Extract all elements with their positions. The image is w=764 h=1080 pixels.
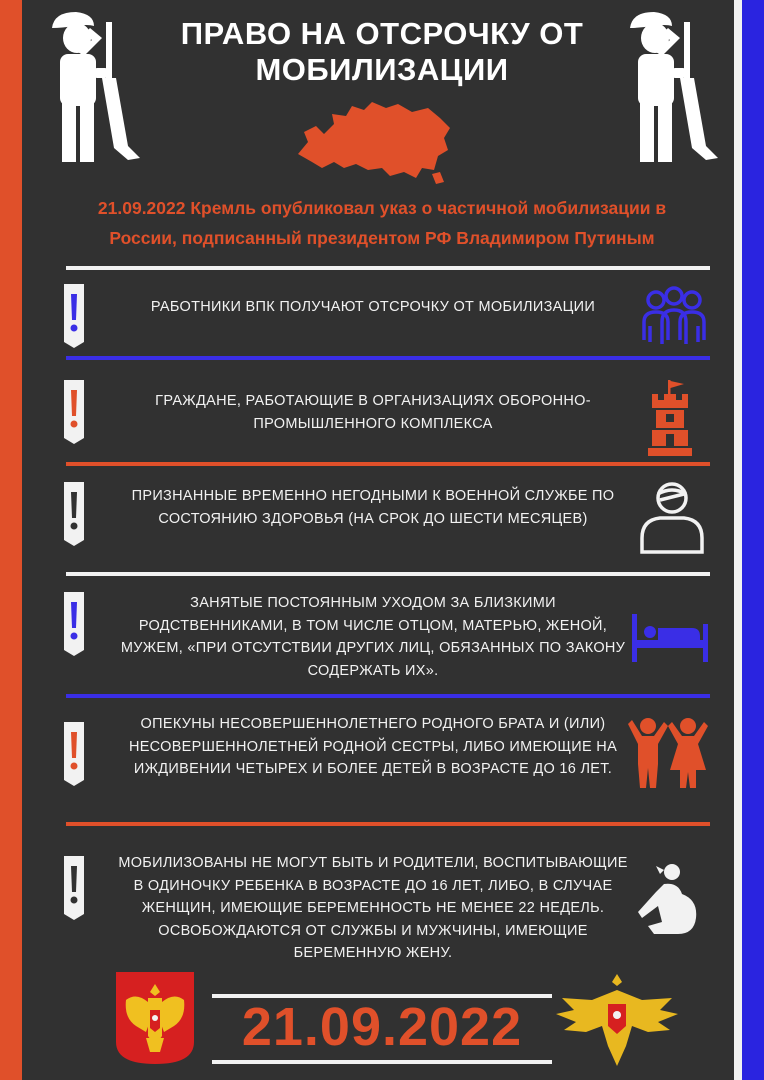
separator (66, 266, 710, 270)
left-orange-stripe (0, 0, 22, 1080)
footer-date: 21.09.2022 (241, 997, 523, 1057)
exclamation-marker-icon (62, 380, 86, 444)
deferment-item-text: ГРАЖДАНЕ, РАБОТАЮЩИЕ В ОРГАНИЗАЦИЯХ ОБОРОННО-ПРОМЫШЛЕННОГО КОМПЛЕКСА (155, 393, 591, 432)
exclamation-marker-icon (62, 856, 86, 920)
subtitle: 21.09.2022 Кремль опубликовал указ о частичной мобилизации в России, подписанный президентом РФ Владимиром Путиным (97, 198, 667, 248)
deferment-item-text: ОПЕКУНЫ НЕСОВЕРШЕННОЛЕТНЕГО РОДНОГО БРАТА И (ИЛИ) НЕСОВЕРШЕННОЛЕТНЕЙ РОДНОЙ СЕСТРЫ, ЛИБО ИМЕЮЩИЕ НА ИЖДИВЕНИИ ЧЕТЫРЕХ И БОЛЕЕ ДЕТЕЙ В ВОЗРАСТЕ ДО 16 ЛЕТ. (128, 716, 618, 777)
page-title: ПРАВО НА ОТСРОЧКУ ОТ МОБИЛИЗАЦИИ (180, 16, 584, 87)
deferment-item-text: МОБИЛИЗОВАНЫ НЕ МОГУТ БЫТЬ И РОДИТЕЛИ, ВОСПИТЫВАЮЩИЕ В ОДИНОЧКУ РЕБЕНКА В ВОЗРАСТЕ ДО 16 ЛЕТ, ЛИБО, В СЛУЧАЕ ЖЕНЩИН, ИМЕЮЩИЕ БЕРЕМЕННОСТЬ НЕ МЕНЕЕ 22 НЕДЕЛЬ. ОСВОБОЖДАЮТСЯ ОТ СЛУЖБЫ И МУЖЧИНЫ, ИМЕЮЩИЕ БЕРЕМЕННУЮ ЖЕНУ. (118, 855, 628, 961)
injured-person-icon (632, 476, 712, 556)
children-icon (626, 714, 712, 794)
armed-forces-emblem-icon (552, 970, 682, 1070)
exclamation-marker-icon (62, 482, 86, 546)
pregnant-woman-icon (634, 862, 714, 942)
deferment-item-text: РАБОТНИКИ ВПК ПОЛУЧАЮТ ОТСРОЧКУ ОТ МОБИЛИЗАЦИИ (150, 299, 596, 315)
fortress-tower-icon (630, 378, 710, 458)
separator (66, 462, 710, 466)
exclamation-marker-icon (62, 722, 86, 786)
deferment-item-text: ЗАНЯТЫЕ ПОСТОЯННЫМ УХОДОМ ЗА БЛИЗКИМИ РОДСТВЕННИКАМИ, В ТОМ ЧИСЛЕ ОТЦОМ, МАТЕРЬЮ, ЖЕНОЙ, МУЖЕМ, «ПРИ ОТСУТСТВИИ ДРУГИХ ЛИЦ, ОБЯЗАННЫХ ПО ЗАКОНУ СОДЕРЖАТЬ ИХ». (120, 595, 626, 679)
separator (66, 694, 710, 698)
saluting-soldier-left-icon (44, 8, 140, 164)
group-people-icon (634, 282, 714, 362)
exclamation-marker-icon (62, 284, 86, 348)
footer-line-bottom (212, 1060, 552, 1064)
russia-map-icon (294, 98, 454, 186)
separator (66, 822, 710, 826)
right-white-stripe (734, 0, 742, 1080)
russian-coat-of-arms-icon (116, 972, 194, 1064)
saluting-soldier-right-icon (622, 8, 718, 164)
right-blue-stripe (742, 0, 764, 1080)
exclamation-marker-icon (62, 592, 86, 656)
separator (66, 572, 710, 576)
separator (66, 356, 710, 360)
deferment-item-text: ПРИЗНАННЫЕ ВРЕМЕННО НЕГОДНЫМИ К ВОЕННОЙ СЛУЖБЕ ПО СОСТОЯНИЮ ЗДОРОВЬЯ (НА СРОК ДО ШЕСТИ МЕСЯЦЕВ) (131, 488, 615, 527)
patient-bed-icon (630, 596, 710, 676)
